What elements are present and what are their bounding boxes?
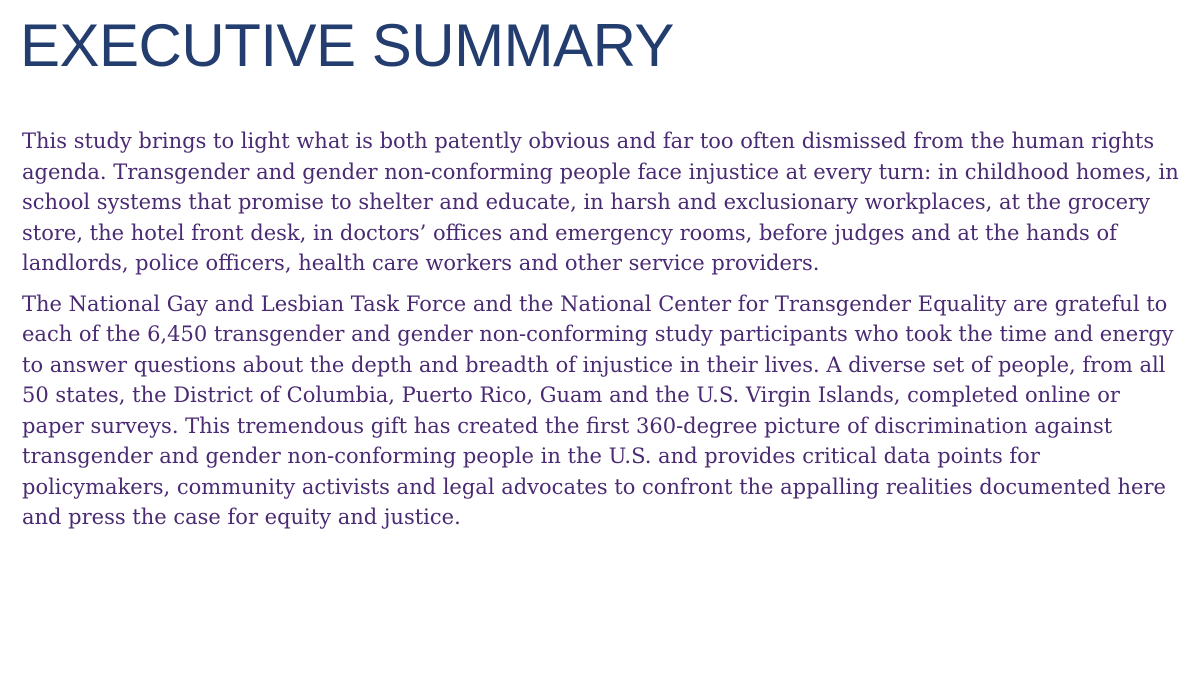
paragraph-intro: This study brings to light what is both patently obvious and far too often dismissed from the human rights agenda. Transgender and gender non-conforming people face injustice at every turn: in childhood homes, in school systems that promise to shelter and educate, in harsh and exclusionary workplaces, at the grocery store, the hotel front desk, in doctors’ offices and emergency rooms, before judges and at the hands of landlords, police officers, health care workers and other service providers.	[22, 129, 1179, 275]
paragraph-acknowledgement: The National Gay and Lesbian Task Force and the National Center for Transgender Equality are grateful to each of the 6,450 transgender and gender non-conforming study participants who took the time and energy to answer questions about the depth and breadth of injustice in their lives. A diverse set of people, from all 50 states, the District of Columbia, Puerto Rico, Guam and the U.S. Virgin Islands, completed online or paper surveys. This tremendous gift has created the first 360-degree picture of discrimination against transgender and gender non-conforming people in the U.S. and provides critical data points for policymakers, community activists and legal advocates to confront the appalling realities documented here and press the case for equity and justice.	[22, 291, 1174, 529]
page-title: EXECUTIVE SUMMARY	[20, 12, 674, 79]
summary-body	[22, 126, 1182, 543]
